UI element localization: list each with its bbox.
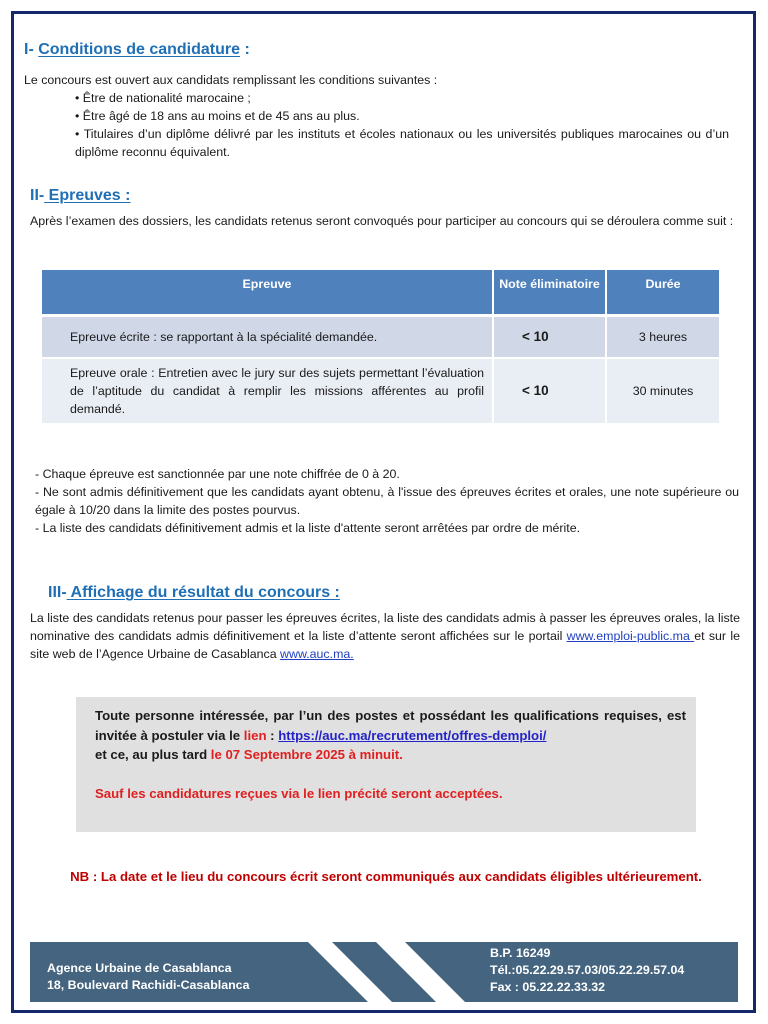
section-1-intro: Le concours est ouvert aux candidats remplissant les conditions suivantes : xyxy=(24,73,438,87)
cell-duree: 30 minutes xyxy=(607,359,719,425)
results-text: La liste des candidats retenus pour passer les épreuves écrites, la liste des candidats admis à passer les épreuves orales, la liste nominative des candidats admis définitivement et la liste d’attente seront affichées sur le portail xyxy=(30,611,740,643)
notice-warning: Sauf les candidatures reçues via le lien précité seront acceptées. xyxy=(95,785,503,801)
footer-address: 18, Boulevard Rachidi-Casablanca xyxy=(47,978,250,992)
section-2-prefix: II- xyxy=(30,187,45,204)
footer-contact-info xyxy=(490,945,684,996)
table-row xyxy=(42,359,719,425)
notice-intro: Toute personne intéressée, par l’un des postes et possédant les qualifications requises, est invitée à postuler via le xyxy=(95,708,686,743)
notice-colon: : xyxy=(266,727,279,743)
footer-bp: B.P. 16249 xyxy=(490,946,551,960)
application-link[interactable]: https://auc.ma/recrutement/offres-demploi/ xyxy=(278,727,547,743)
deadline-date: le 07 Septembre 2025 à minuit. xyxy=(210,747,403,762)
section-2-title: Epreuves : xyxy=(44,187,131,204)
eligibility-conditions-list xyxy=(75,89,729,161)
footer-org-info xyxy=(47,960,249,994)
section-3-title: Affichage du résultat du concours : xyxy=(66,584,340,601)
emploi-public-link[interactable]: www.emploi-public.ma xyxy=(566,629,695,643)
section-3-prefix: III- xyxy=(48,584,67,601)
nb-note: NB : La date et le lieu du concours écrit seront communiqués aux candidats éligibles ultérieurement. xyxy=(70,869,702,884)
footer-band xyxy=(30,942,738,1002)
exam-table-header-row xyxy=(42,270,719,317)
rule-admission-threshold: - Ne sont admis définitivement que les candidats ayant obtenu, à l'issue des épreuves écrites et orales, une note supérieure ou égale à 10/20 dans la limite des postes pourvus. xyxy=(35,485,739,517)
condition-diploma: • Titulaires d’un diplôme délivré par les instituts et écoles nationaux ou les universités publiques marocaines ou d’un diplôme reconnu équivalent. xyxy=(75,127,729,159)
table-row xyxy=(42,317,719,359)
section-1-suffix: : xyxy=(240,41,250,58)
header-duree: Durée xyxy=(607,270,719,317)
results-text-continued: et sur le site web de l’Agence Urbaine de Casablanca xyxy=(30,629,740,661)
header-note-eliminatoire: Note éliminatoire xyxy=(494,270,607,317)
section-1-prefix: I- xyxy=(24,41,39,58)
condition-age: • Être âgé de 18 ans au moins et de 45 ans au plus. xyxy=(75,109,360,123)
footer-org-name: Agence Urbaine de Casablanca xyxy=(47,961,232,975)
cell-duree: 3 heures xyxy=(607,317,719,359)
lien-label: lien xyxy=(243,727,267,743)
rule-merit-order: - La liste des candidats définitivement admis et la liste d'attente seront arrêtées par ordre de mérite. xyxy=(35,521,581,535)
grading-rules xyxy=(35,465,739,537)
section-1-heading xyxy=(24,40,250,60)
header-epreuve: Epreuve xyxy=(42,270,494,317)
cell-epreuve: Epreuve écrite : se rapportant à la spécialité demandée. xyxy=(42,317,494,359)
auc-website-link[interactable]: www.auc.ma. xyxy=(280,647,354,661)
cell-epreuve: Epreuve orale : Entretien avec le jury sur des sujets permettant l’évaluation de l’aptitude du candidat à remplir les missions afférentes au profil demandé. xyxy=(42,359,494,425)
section-2-heading xyxy=(30,186,130,206)
footer-fax: Fax : 05.22.22.33.32 xyxy=(490,980,606,994)
rule-grading-scale: - Chaque épreuve est sanctionnée par une note chiffrée de 0 à 20. xyxy=(35,467,400,481)
exam-table xyxy=(42,270,719,425)
section-2-intro: Après l’examen des dossiers, les candidats retenus seront convoqués pour participer au concours qui se déroulera comme suit : xyxy=(30,214,734,228)
section-1-title: Conditions de candidature xyxy=(38,41,241,58)
section-3-text xyxy=(30,609,740,663)
footer-tel: Tél.:05.22.29.57.03/05.22.29.57.04 xyxy=(490,963,685,977)
cell-note: < 10 xyxy=(494,359,607,425)
deadline-prefix: et ce, au plus tard xyxy=(95,747,211,762)
notice-apply-text xyxy=(95,706,686,745)
cell-note: < 10 xyxy=(494,317,607,359)
condition-nationality: • Être de nationalité marocaine ; xyxy=(75,91,251,105)
application-notice-box xyxy=(76,697,696,832)
notice-deadline xyxy=(95,745,686,765)
section-3-heading xyxy=(48,583,340,603)
